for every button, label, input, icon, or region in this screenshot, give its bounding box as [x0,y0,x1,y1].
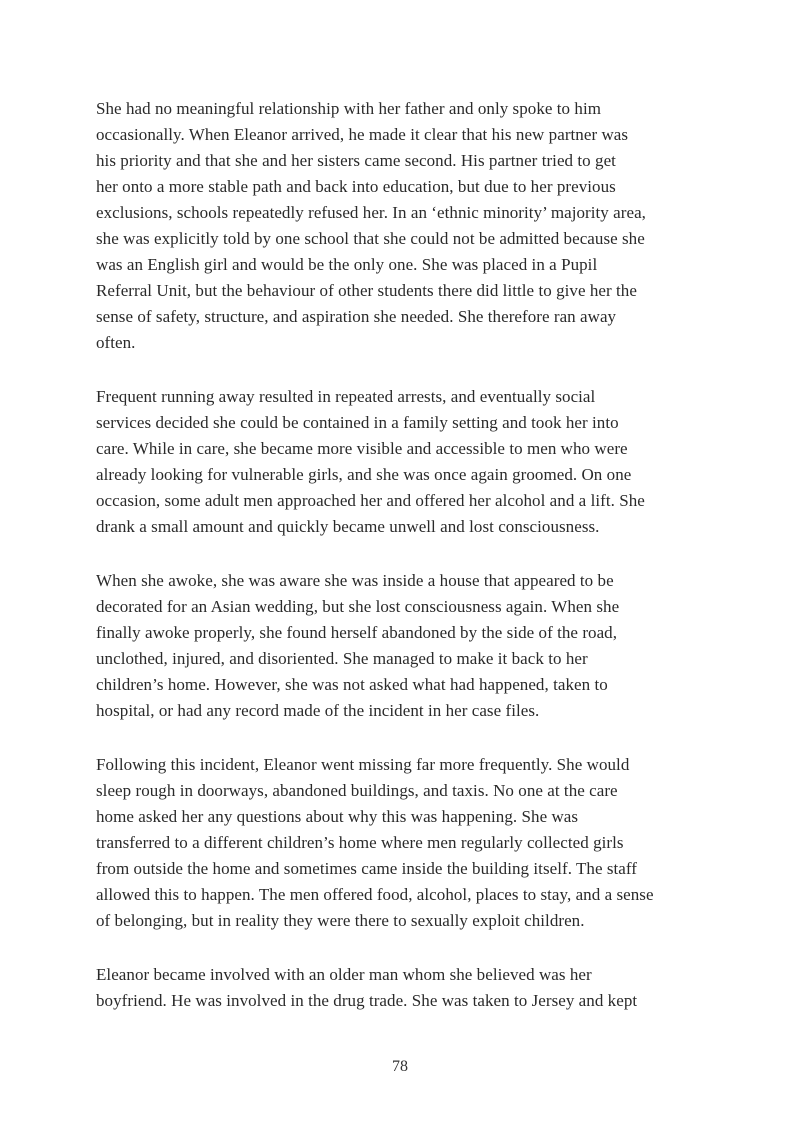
paragraph-2 [96,384,708,540]
text-line: exclusions, schools repeatedly refused her. In an ‘ethnic minority’ majority area, [96,203,646,222]
text-line: When she awoke, she was aware she was inside a house that appeared to be [96,571,614,590]
text-line: finally awoke properly, she found herself abandoned by the side of the road, [96,623,618,642]
text-line: drank a small amount and quickly became unwell and lost consciousness. [96,517,600,536]
text-line: services decided she could be contained in a family setting and took her into [96,413,619,432]
text-line: She had no meaningful relationship with her father and only spoke to him [96,99,601,118]
paragraph-5 [96,962,708,1014]
text-line: Following this incident, Eleanor went missing far more frequently. She would [96,755,630,774]
text-line: her onto a more stable path and back into education, but due to her previous [96,177,616,196]
paragraph-4 [96,752,708,934]
text-line: boyfriend. He was involved in the drug trade. She was taken to Jersey and kept [96,991,638,1010]
text-line: occasion, some adult men approached her and offered her alcohol and a lift. She [96,491,645,510]
text-line: was an English girl and would be the only one. She was placed in a Pupil [96,255,598,274]
text-line: Frequent running away resulted in repeated arrests, and eventually social [96,387,596,406]
text-line: transferred to a different children’s home where men regularly collected girls [96,833,624,852]
body-text [96,96,708,1042]
text-line: she was explicitly told by one school that she could not be admitted because she [96,229,645,248]
paragraph-3 [96,568,708,724]
text-line: occasionally. When Eleanor arrived, he made it clear that his new partner was [96,125,629,144]
text-line: sense of safety, structure, and aspiration she needed. She therefore ran away [96,307,617,326]
page-number: 78 [392,1058,408,1075]
text-line: already looking for vulnerable girls, and she was once again groomed. On one [96,465,632,484]
text-line: allowed this to happen. The men offered food, alcohol, places to stay, and a sense [96,885,654,904]
text-line: decorated for an Asian wedding, but she lost consciousness again. When she [96,597,620,616]
text-line: unclothed, injured, and disoriented. She managed to make it back to her [96,649,588,668]
text-line: Eleanor became involved with an older man whom she believed was her [96,965,592,984]
text-line: often. [96,333,136,352]
text-line: Referral Unit, but the behaviour of other students there did little to give her the [96,281,637,300]
paragraph-1 [96,96,708,356]
text-line: children’s home. However, she was not asked what had happened, taken to [96,675,608,694]
text-line: from outside the home and sometimes came inside the building itself. The staff [96,859,638,878]
text-line: care. While in care, she became more visible and accessible to men who were [96,439,628,458]
text-line: sleep rough in doorways, abandoned buildings, and taxis. No one at the care [96,781,618,800]
text-line: home asked her any questions about why this was happening. She was [96,807,579,826]
text-line: of belonging, but in reality they were there to sexually exploit children. [96,911,585,930]
text-line: his priority and that she and her sisters came second. His partner tried to get [96,151,616,170]
text-line: hospital, or had any record made of the incident in her case files. [96,701,540,720]
